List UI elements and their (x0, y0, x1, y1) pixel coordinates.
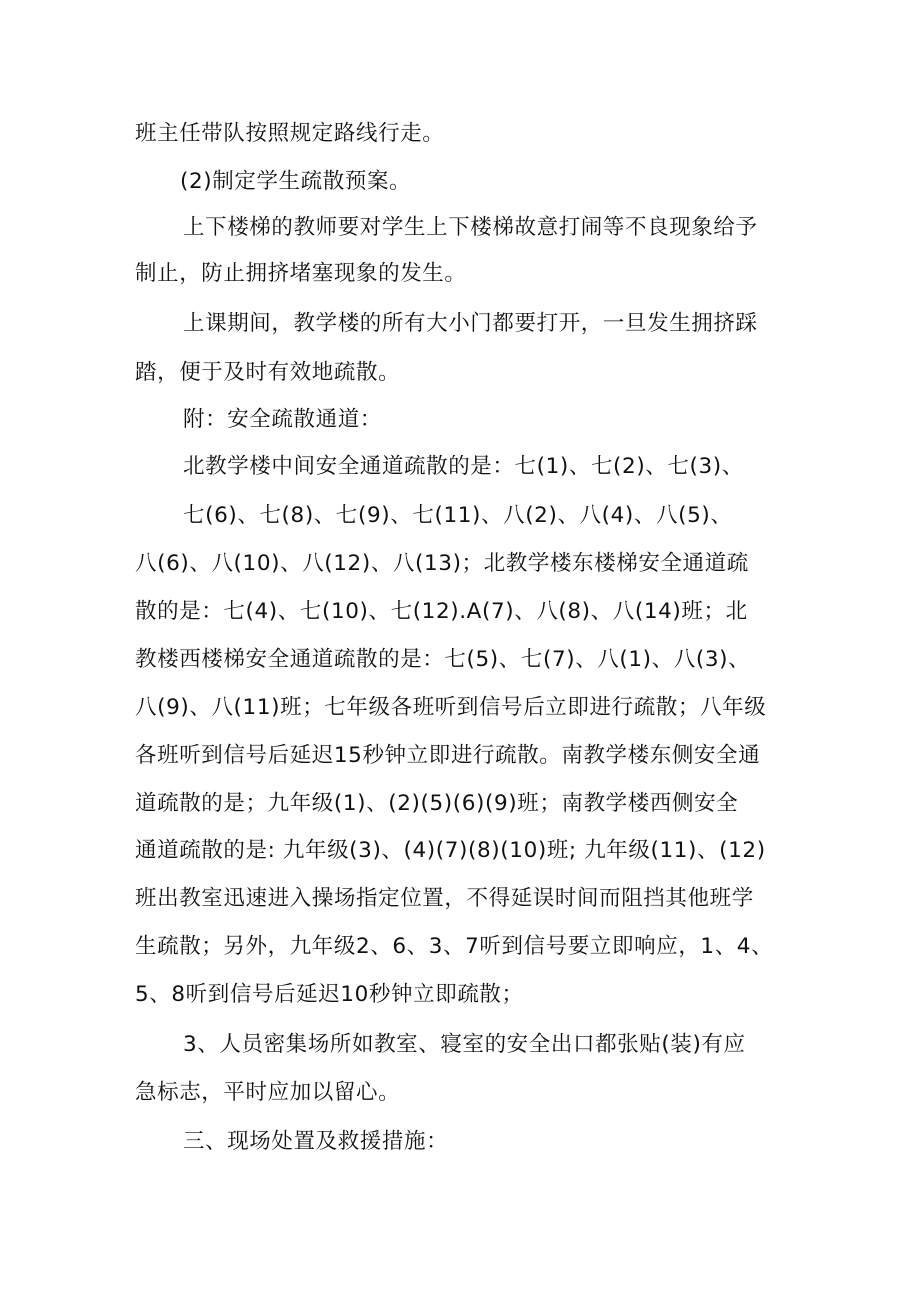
text-line-7: 附：安全疏散通道： (183, 407, 382, 432)
text-line-18: 生疏散；另外，九年级2、6、3、7听到信号要立即响应，1、4、 (135, 934, 774, 959)
text-line-17: 班出教室迅速进入操场指定位置，不得延误时间而阻挡其他班学 (135, 886, 754, 911)
text-line-22: 三、现场处置及救援措施： (183, 1129, 449, 1154)
text-line-8: 北教学楼中间安全通道疏散的是：七(1)、七(2)、七(3)、 (183, 454, 744, 479)
text-line-6: 踏，便于及时有效地疏散。 (135, 360, 401, 385)
text-line-5: 上课期间，教学楼的所有大小门都要打开，一旦发生拥挤踩 (183, 311, 758, 336)
text-line-20: 3、人员密集场所如教室、寝室的安全出口都张贴(装)有应 (183, 1032, 746, 1057)
text-line-14: 各班听到信号后延迟15秒钟立即进行疏散。南教学楼东侧安全通 (135, 743, 761, 768)
text-line-12: 教楼西楼梯安全通道疏散的是：七(5)、七(7)、八(1)、八(3)、 (135, 647, 751, 672)
text-line-16: 通道疏散的是: 九年级(3)、(4)(7)(8)(10)班; 九年级(11)、(12) (135, 838, 766, 863)
text-line-2: (2)制定学生疏散预案。 (180, 169, 412, 194)
text-line-21: 急标志，平时应加以留心。 (135, 1080, 401, 1105)
text-line-10: 八(6)、八(10)、八(12)、八(13)；北教学楼东楼梯安全通道疏 (135, 551, 749, 576)
text-line-4: 制止，防止拥挤堵塞现象的发生。 (135, 261, 467, 286)
text-line-13: 八(9)、八(11)班；七年级各班听到信号后立即进行疏散；八年级 (135, 695, 767, 720)
text-line-15: 道疏散的是；九年级(1)、(2)(5)(6)(9)班；南教学楼西侧安全 (135, 791, 739, 816)
text-line-9: 七(6)、七(8)、七(9)、七(11)、八(2)、八(4)、八(5)、 (183, 503, 733, 528)
text-line-3: 上下楼梯的教师要对学生上下楼梯故意打闹等不良现象给予 (183, 215, 758, 240)
text-line-1: 班主任带队按照规定路线行走。 (135, 121, 445, 146)
text-line-19: 5、8听到信号后延迟10秒钟立即疏散； (135, 982, 524, 1007)
text-line-11: 散的是：七(4)、七(10)、七(12).A(7)、八(8)、八(14)班；北 (135, 599, 748, 624)
